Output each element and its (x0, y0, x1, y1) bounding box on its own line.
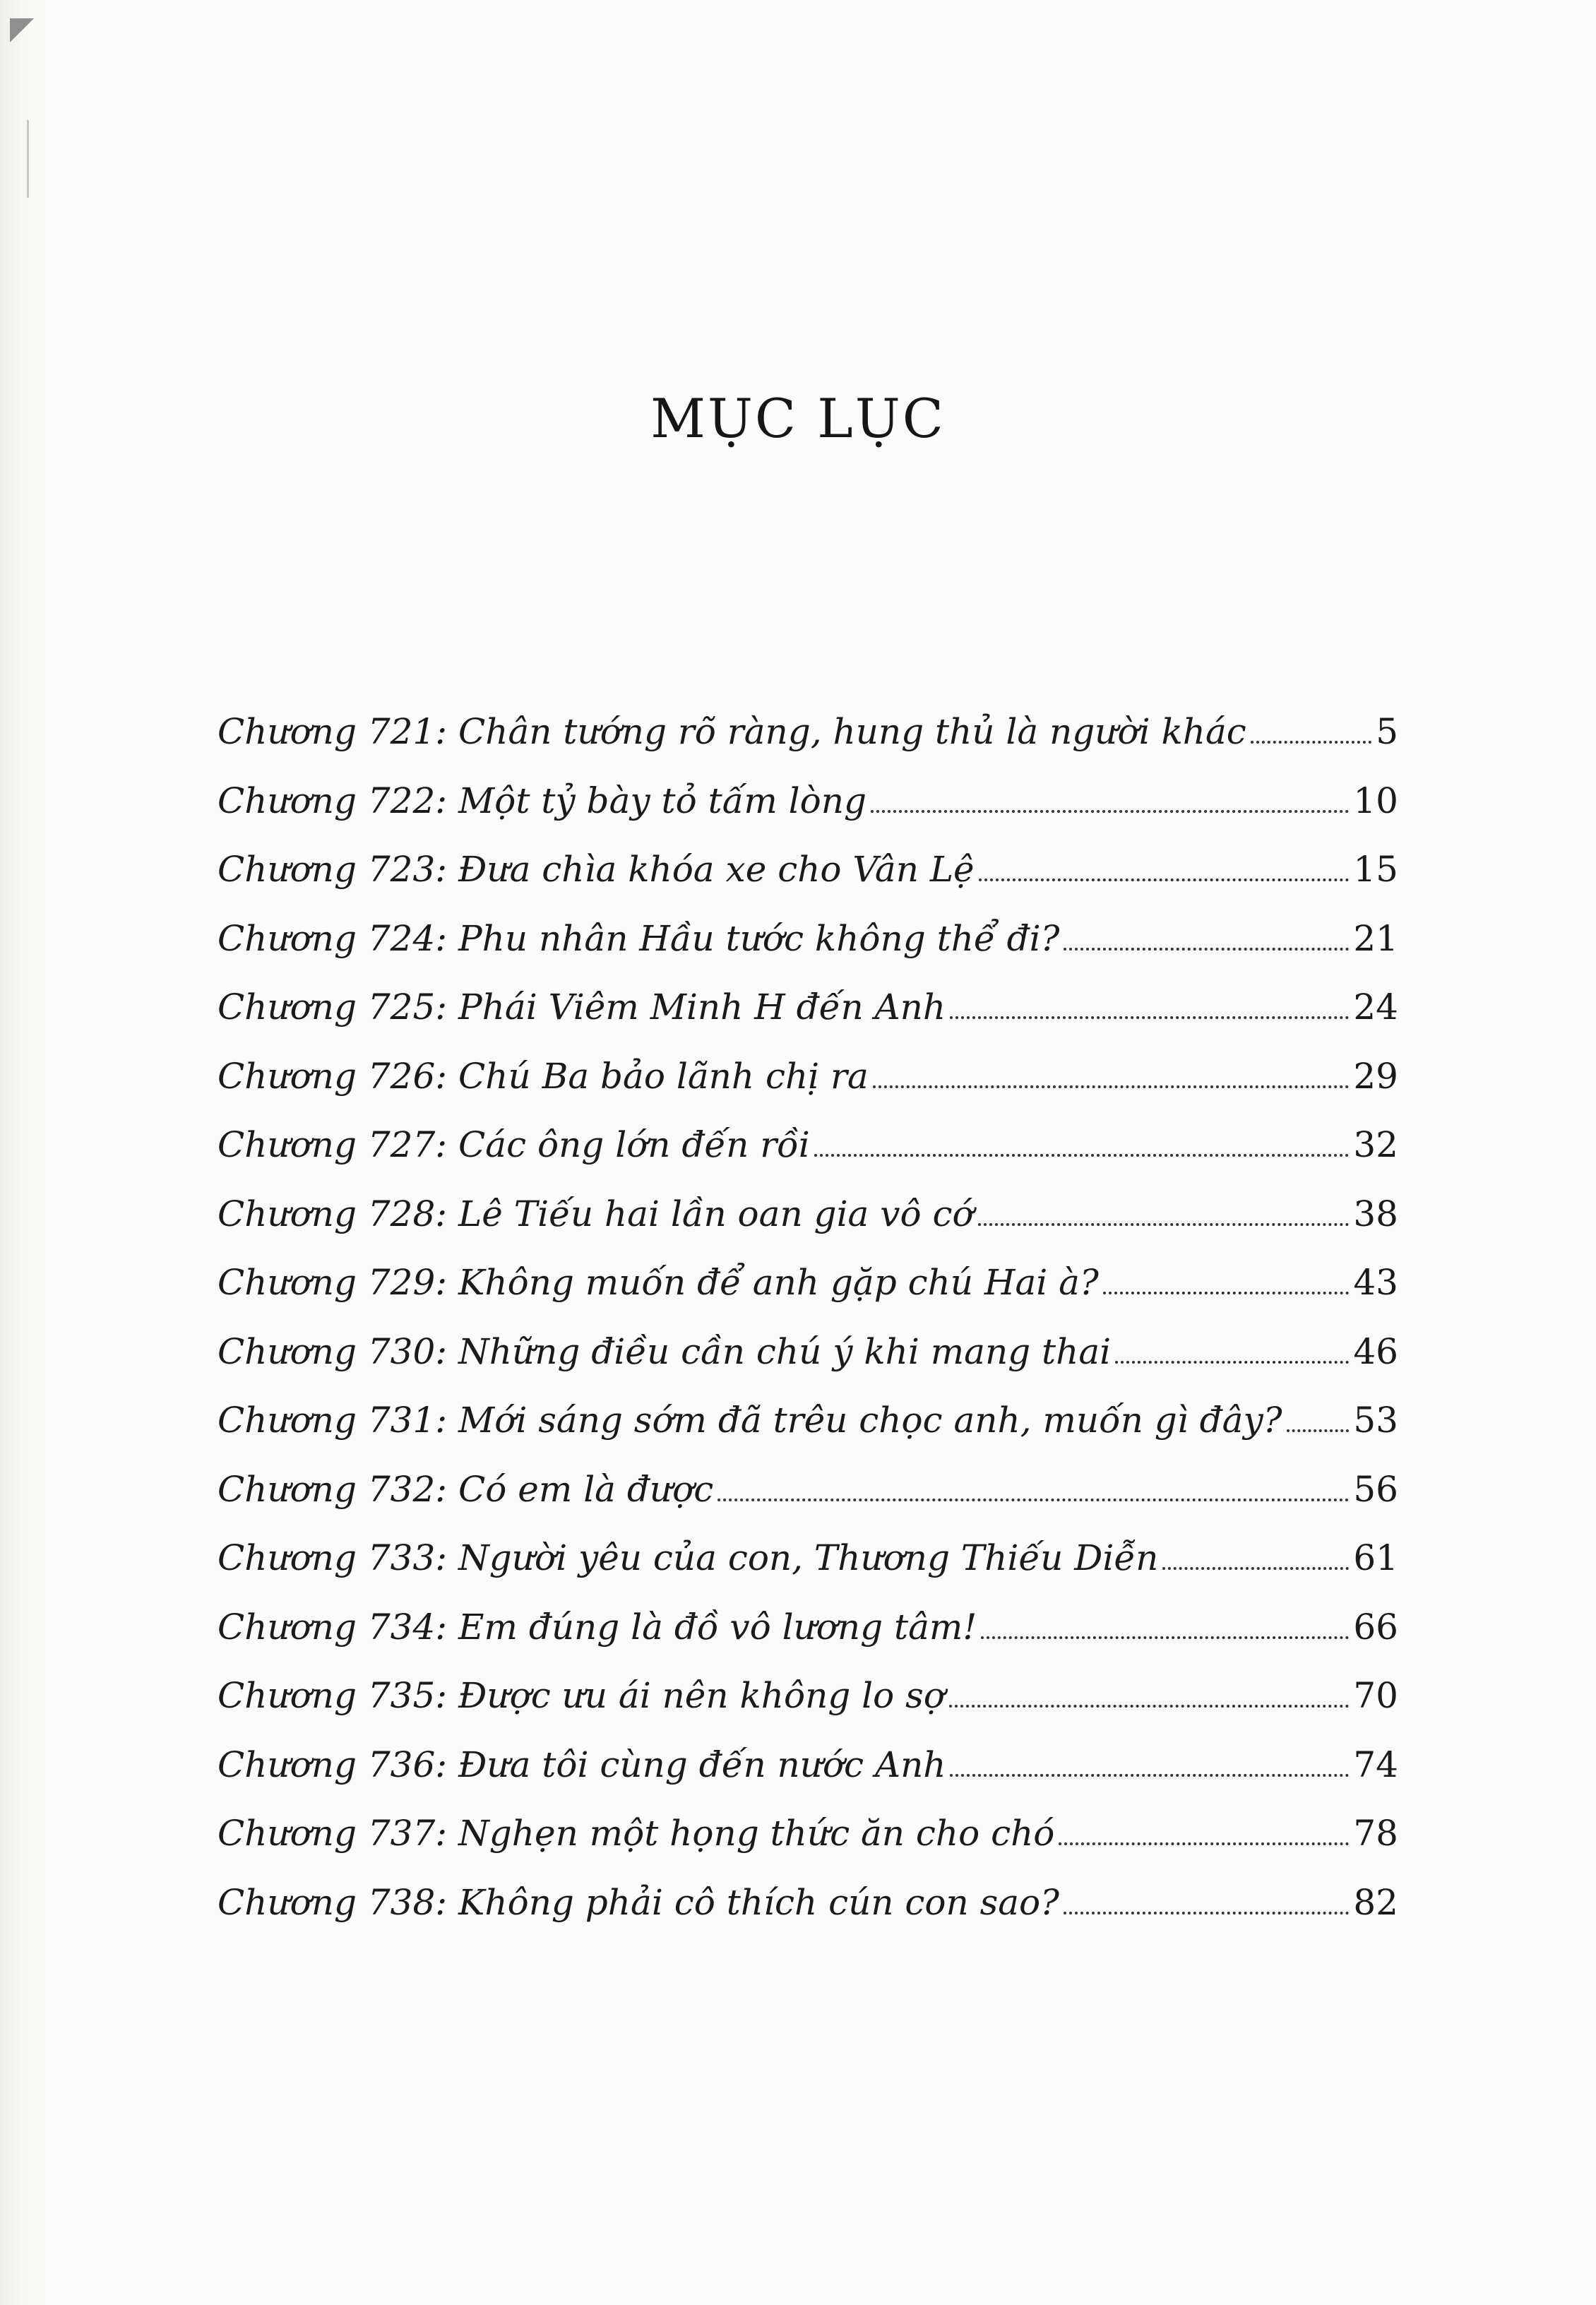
toc-entry (218, 973, 1398, 1042)
dot-leader (1064, 948, 1349, 951)
toc-entry (218, 1869, 1398, 1938)
toc-entry-title: Chương 735: Được ưu ái nên không lo sợ (218, 1675, 945, 1716)
toc-entry-title: Chương 723: Đưa chìa khóa xe cho Vân Lệ (218, 849, 975, 890)
toc-entry-page: 78 (1353, 1813, 1398, 1854)
toc-entry (218, 1455, 1398, 1525)
toc-entry-page: 24 (1353, 987, 1398, 1028)
toc-entry (218, 1318, 1398, 1387)
dot-leader (1287, 1429, 1350, 1432)
dot-leader (950, 1016, 1349, 1019)
page-edge (0, 0, 42, 2305)
toc-entry-page: 32 (1353, 1124, 1398, 1165)
toc-entry (218, 1524, 1398, 1593)
dot-leader (814, 1154, 1350, 1157)
dot-leader (950, 1774, 1349, 1777)
toc-entry-page: 82 (1353, 1881, 1398, 1923)
dot-leader (981, 1636, 1349, 1639)
toc-entry (218, 1042, 1398, 1112)
toc-entry (218, 1111, 1398, 1180)
toc-entry-title: Chương 727: Các ông lớn đến rồi (218, 1124, 810, 1165)
table-of-contents (218, 698, 1398, 1937)
dot-leader (949, 1705, 1349, 1708)
toc-entry-page: 56 (1353, 1468, 1398, 1510)
dot-leader (979, 878, 1350, 881)
toc-entry (218, 767, 1398, 836)
toc-entry (218, 1662, 1398, 1731)
dot-leader (1059, 1842, 1349, 1845)
toc-entry-page: 38 (1353, 1193, 1398, 1234)
toc-entry-title: Chương 732: Có em là được (218, 1468, 714, 1510)
dot-leader (1064, 1912, 1349, 1914)
dot-leader (871, 810, 1349, 813)
toc-entry-page: 21 (1353, 917, 1398, 959)
toc-entry-page: 70 (1353, 1675, 1398, 1716)
toc-entry-title: Chương 721: Chân tướng rõ ràng, hung thủ là người khác (218, 711, 1246, 752)
toc-entry-title: Chương 737: Nghẹn một họng thức ăn cho chó (218, 1813, 1055, 1854)
toc-entry (218, 1593, 1398, 1662)
toc-entry (218, 835, 1398, 905)
toc-entry-title: Chương 731: Mới sáng sớm đã trêu chọc anh, muốn gì đây? (218, 1400, 1282, 1441)
page-title: MỤC LỤC (650, 387, 946, 450)
toc-entry-title: Chương 738: Không phải cô thích cún con sao? (218, 1881, 1059, 1923)
toc-entry-title: Chương 726: Chú Ba bảo lãnh chị ra (218, 1055, 869, 1097)
dot-leader (978, 1223, 1350, 1226)
dot-leader (1103, 1292, 1350, 1294)
toc-entry-title: Chương 722: Một tỷ bày tỏ tấm lòng (218, 780, 867, 821)
toc-entry-title: Chương 734: Em đúng là đồ vô lương tâm! (218, 1606, 977, 1648)
toc-entry-page: 46 (1353, 1330, 1398, 1372)
toc-entry (218, 1386, 1398, 1455)
toc-entry (218, 905, 1398, 974)
toc-entry (218, 1799, 1398, 1869)
toc-entry (218, 1180, 1398, 1249)
toc-entry-page: 29 (1353, 1055, 1398, 1097)
toc-entry-page: 61 (1353, 1537, 1398, 1578)
toc-entry-page: 10 (1353, 780, 1398, 821)
toc-entry-page: 53 (1353, 1400, 1398, 1441)
toc-entry-title: Chương 733: Người yêu của con, Thương Thiếu Diễn (218, 1537, 1159, 1578)
dot-leader (717, 1499, 1349, 1501)
toc-entry-page: 5 (1376, 711, 1398, 752)
dot-leader (1115, 1361, 1349, 1364)
spine-line (27, 120, 29, 198)
toc-entry-title: Chương 730: Những điều cần chú ý khi mang thai (218, 1330, 1112, 1372)
dot-leader (1162, 1567, 1349, 1570)
toc-entry-title: Chương 725: Phái Viêm Minh H đến Anh (218, 987, 946, 1028)
toc-entry-page: 74 (1353, 1744, 1398, 1785)
toc-entry-page: 66 (1353, 1606, 1398, 1648)
dot-leader (1251, 741, 1371, 744)
toc-entry (218, 1731, 1398, 1800)
toc-entry (218, 1249, 1398, 1318)
toc-entry-title: Chương 728: Lê Tiếu hai lần oan gia vô cớ (218, 1193, 974, 1234)
toc-entry-page: 15 (1353, 849, 1398, 890)
toc-entry (218, 698, 1398, 767)
corner-mark (10, 18, 34, 42)
toc-entry-title: Chương 729: Không muốn để anh gặp chú Hai à? (218, 1262, 1099, 1303)
toc-entry-page: 43 (1353, 1262, 1398, 1303)
toc-entry-title: Chương 724: Phu nhân Hầu tước không thể đi? (218, 917, 1060, 959)
dot-leader (873, 1085, 1350, 1088)
toc-entry-title: Chương 736: Đưa tôi cùng đến nước Anh (218, 1744, 946, 1785)
